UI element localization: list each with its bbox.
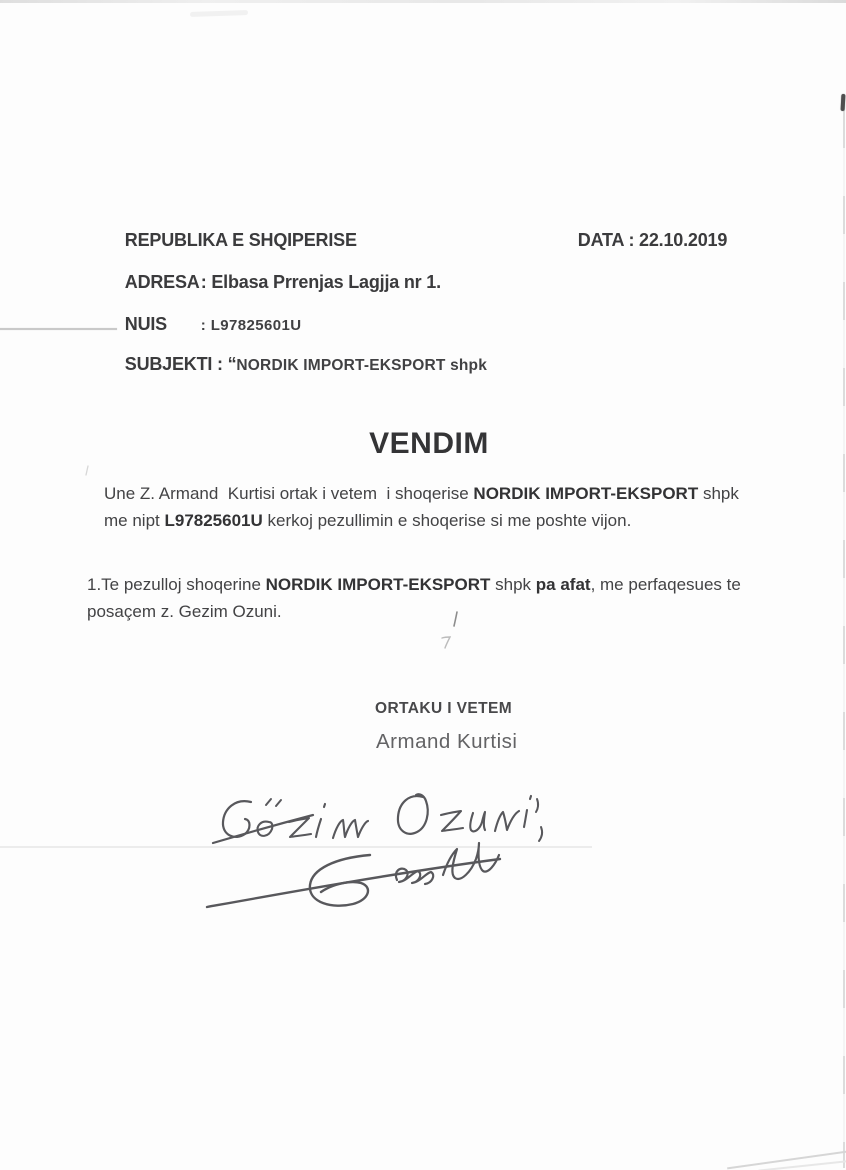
text-segment: shpk me nipt [104,484,744,530]
scan-artifact-top-edge [0,0,846,3]
text-segment: , me perfaqesues te posaçem z. Gezim Ozuni. [87,575,746,621]
signature-name-strokes [213,794,542,843]
scan-artifact-right-dash [841,94,846,111]
text-segment: shpk [490,575,536,594]
text-segment: Une Z. Armand Kurtisi ortak i vetem i shoqerise [104,484,474,503]
scan-artifact-tick-3 [84,465,92,477]
date-label: DATA [577,230,624,250]
address-label: ADRESA [124,272,200,292]
nuis-label: NUIS [124,314,167,334]
nuis-value: : L97825601U [200,317,302,334]
decision-paragraph-intro [104,481,764,534]
signatory-role: ORTAKU I VETEM [375,700,513,717]
bold-text-segment: pa afat [535,575,591,594]
scan-artifact-smudge [190,10,248,17]
republic-title: REPUBLIKA E SHQIPERISE [124,230,357,250]
header-row-subject [107,336,487,393]
subject-label: SUBJEKTI : “ [124,354,237,374]
scan-artifact-tick-2 [441,636,453,651]
bold-text-segment: NORDIK IMPORT-EKSPORT [473,484,699,503]
signature-flourish [207,843,500,907]
decision-title: VENDIM [369,427,489,460]
bold-text-segment: L97825601U [164,510,263,530]
subject-value: NORDIK IMPORT-EKSPORT shpk [236,357,488,374]
scan-artifact-right-line [843,110,845,1168]
date-value: : 22.10.2019 [623,230,728,250]
header-row-date [560,212,727,269]
bold-text-segment: NORDIK IMPORT-EKSPORT [265,575,491,594]
text-segment: 1.Te pezulloj shoqerine [87,575,266,594]
scan-artifact-left-rule [0,328,117,330]
decision-item-1 [87,572,767,625]
handwritten-signature [185,775,555,925]
signatory-name: Armand Kurtisi [376,730,518,753]
address-value: : Elbasa Prrenjas Lagjja nr 1. [200,272,441,292]
text-segment: kerkoj pezullimin e shoqerise si me poshte vijon. [262,510,632,530]
